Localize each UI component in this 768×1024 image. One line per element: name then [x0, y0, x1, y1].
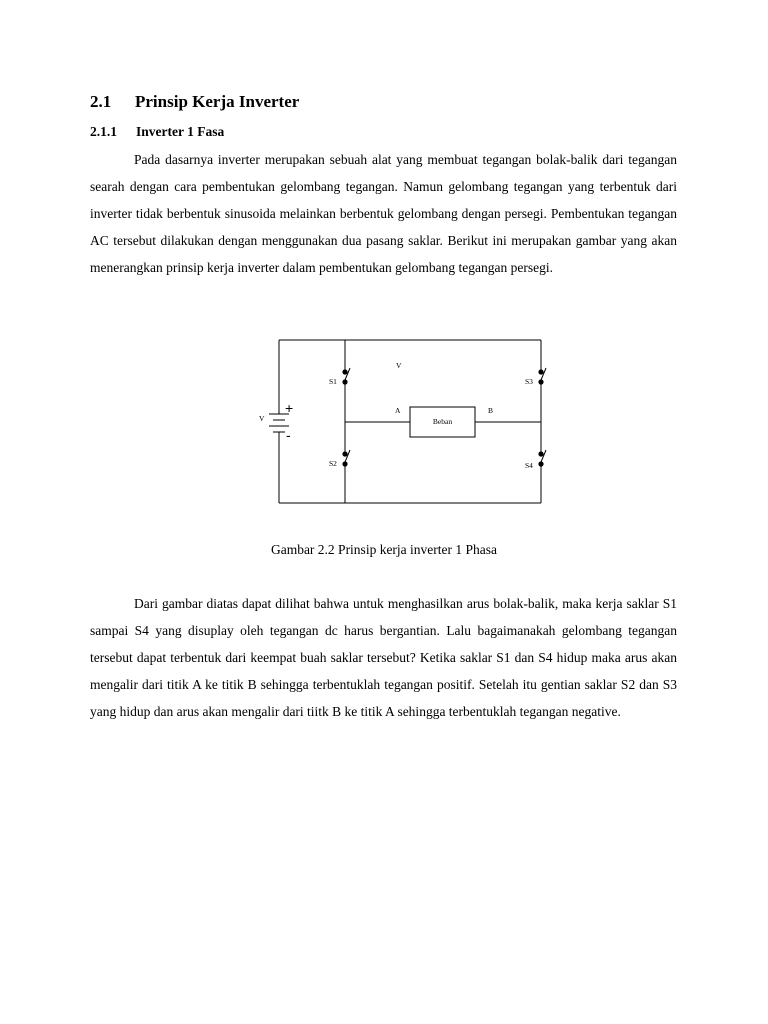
- node-a-label: A: [395, 406, 401, 415]
- voltage-label-source: V: [259, 414, 265, 423]
- battery-plus-sign: +: [285, 400, 294, 416]
- switch-s3-label: S3: [525, 377, 533, 386]
- subsection-number: 2.1.1: [90, 124, 117, 139]
- switch-s4-contact-top: [538, 451, 543, 456]
- switch-s1-label: S1: [329, 377, 337, 386]
- section-title: Prinsip Kerja Inverter: [135, 92, 300, 111]
- switch-s1-contact-bottom: [342, 379, 347, 384]
- node-b-label: B: [488, 406, 494, 415]
- body-paragraph-2: Dari gambar diatas dapat dilihat bahwa untuk menghasilkan arus bolak-balik, maka kerja saklar S1 sampai S4 yang disuplay oleh tegangan dc harus bergantian. Lalu bagaimanakah gelombang tegangan tersebut dapat terbentuk dari keempat buah saklar tersebut? Ketika saklar S1 dan S4 hidup maka arus akan mengalir dari titik A ke titik B sehingga terbentuklah tegangan positif. Setelah itu gentian saklar S2 dan S3 yang hidup dan arus akan mengalir dari tiitk B ke titik A sehingga terbentuklah tegangan negative.: [90, 596, 677, 719]
- body-paragraph-1: Pada dasarnya inverter merupakan sebuah alat yang membuat tegangan bolak-balik dari tegangan searah dengan cara pembentukan gelombang tegangan. Namun gelombang tegangan yang terbentuk dari inverter tidak berbentuk sinusoida melainkan berbentuk gelombang dengan persegi. Pembentukan tegangan AC tersebut dilakukan dengan menggunakan dua pasang saklar. Berikut ini merupakan gambar yang akan menerangkan prinsip kerja inverter dalam pembentukan gelombang tegangan persegi.: [90, 152, 677, 275]
- switch-s4-label: S4: [525, 461, 533, 470]
- switch-s2-contact-top: [342, 451, 347, 456]
- subsection-title: Inverter 1 Fasa: [136, 124, 225, 139]
- switch-s3-contact-bottom: [538, 379, 543, 384]
- inverter-circuit-diagram: [248, 330, 568, 515]
- battery-minus-sign: -: [286, 427, 291, 443]
- switch-s1-contact-top: [342, 369, 347, 374]
- switch-s3-contact-top: [538, 369, 543, 374]
- figure-caption: Gambar 2.2 Prinsip kerja inverter 1 Phasa: [270, 542, 498, 557]
- section-heading: [90, 92, 299, 112]
- switch-s2-contact-bottom: [342, 461, 347, 466]
- switch-s4-contact-bottom: [538, 461, 543, 466]
- load-label: Beban: [432, 417, 453, 426]
- section-number: 2.1: [90, 92, 112, 111]
- switch-s2-label: S2: [329, 459, 337, 468]
- subsection-heading: [90, 124, 224, 140]
- voltage-label-top: V: [396, 361, 402, 370]
